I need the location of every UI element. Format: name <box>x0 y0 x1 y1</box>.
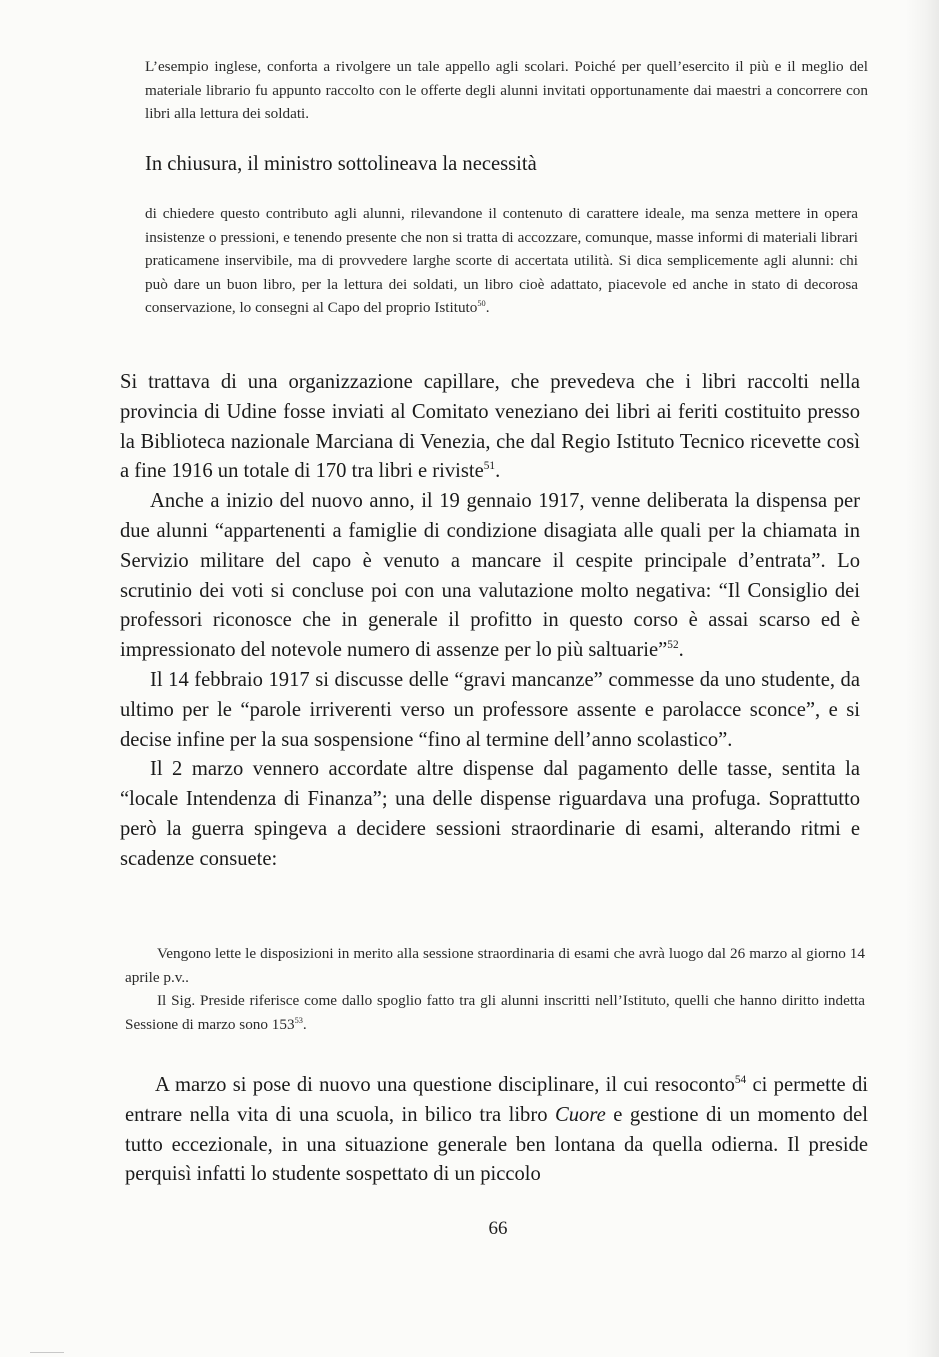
footnote-ref-50[interactable]: 50 <box>477 299 486 309</box>
paragraph-4-text: Il 2 marzo vennero accordate altre dispense dal pagamento delle tasse, sentita la “locale Intendenza di Finanza”; una delle dispense riguardava una profuga. Soprattutto però la guerra spingeva a decidere sessioni straordinarie di esami, alterando ritmi e scadenze consuete: <box>120 758 860 870</box>
quote-2-end: . <box>485 299 490 317</box>
paragraph-2-text: Anche a inizio del nuovo anno, il 19 gennaio 1917, venne deliberata la dispensa per due alunni “appartenenti a famiglie di condizione disagiata alle quali per la chiamata in Servizio militare del capo è venuto a mancare il cespite principale d’entrata”. Lo scrutinio dei voti si concluse poi con una valutazione molto negativa: “Il Consiglio dei professori riconosce che in generale il profitto in questo corso è assai scarso ed è impressionato del notevole numero di assenze per lo più saltuarie” <box>120 490 860 662</box>
scan-mark <box>30 1352 64 1353</box>
quote-2-text: di chiedere questo contributo agli alunni, rilevandone il contenuto di carattere ideale, ma senza mettere in opera insistenze o pressioni, e tenendo presente che non si tratta di accozzare, comunque, masse informi di materiali librari praticamene inservibile, ma di provvedere larghe scorte di accertata utilità. Si dica semplicemente agli alunni: chi può dare un buon libro, per la lettura dei soldati, un libro cioè adattato, piacevole ed anche in stato di decorosa conservazione, lo consegni al Capo del proprio Istituto <box>145 205 858 317</box>
lead-paragraph <box>145 150 868 178</box>
paragraph-2-end: . <box>678 639 684 662</box>
paragraph-5-middle: ci permette di entrare nella vita di una scuola, in bilico tra libro <box>125 1074 868 1126</box>
paragraph-2 <box>120 487 860 666</box>
paragraph-5-start: A marzo si pose di nuovo una questione disciplinare, il cui resoconto <box>155 1074 735 1096</box>
block-quote-3 <box>125 942 865 1036</box>
block-quote-1 <box>145 55 868 126</box>
body-section-a <box>120 368 860 875</box>
footnote-ref-52[interactable]: 52 <box>667 639 679 652</box>
paragraph-5 <box>125 1071 868 1190</box>
paragraph-1-end: . <box>495 460 501 483</box>
body-section-b <box>125 1071 868 1190</box>
paragraph-1 <box>120 368 860 487</box>
quote-3-line-2 <box>125 989 865 1036</box>
quote-3-line-2-text: Il Sig. Preside riferisce come dallo spoglio fatto tra gli alunni inscritti nell’Istituto, quelli che hanno diritto indetta Sessione di marzo sono 153 <box>125 992 865 1033</box>
page-number: 66 <box>488 1218 508 1239</box>
footnote-ref-53[interactable]: 53 <box>294 1015 303 1025</box>
paragraph-3-text: Il 14 febbraio 1917 si discusse delle “gravi mancanze” commesse da uno studente, da ultimo per le “parole irriverenti verso un professore assente e parolacce sconce”, e si decise infine per la sua sospensione “fino al termine dell’anno scolastico”. <box>120 668 860 751</box>
footnote-ref-54[interactable]: 54 <box>734 1074 747 1087</box>
page-edge-shadow <box>905 0 939 1357</box>
paragraph-3 <box>120 666 860 755</box>
lead-paragraph-text: In chiusura, il ministro sottolineava la necessità <box>145 153 537 175</box>
paragraph-5-end: e gestione di un momento del tutto eccezionale, in una situazione generale ben lontana da quella odierna. Il preside perquisì infatti lo studente sospettato di un piccolo <box>125 1103 868 1186</box>
quote-2-paragraph <box>145 202 858 320</box>
book-title-cuore: Cuore <box>554 1103 606 1126</box>
quote-3-end: . <box>302 1015 307 1033</box>
block-quote-2 <box>145 202 858 320</box>
paragraph-1-text: Si trattava di una organizzazione capillare, che prevedeva che i libri raccolti nella provincia di Udine fosse inviati al Comitato veneziano dei libri ai feriti costituito presso la Biblioteca nazionale Marciana di Venezia, che dal Regio Istituto Tecnico ricevette così a fine 1916 un totale di 170 tra libri e riviste <box>120 371 860 483</box>
footnote-ref-51[interactable]: 51 <box>483 460 496 473</box>
quote-1-text: L’esempio inglese, conforta a rivolgere un tale appello agli scolari. Poiché per quell’esercito il più e il meglio del materiale librario fu appunto raccolto con le offerte degli alunni invitati opportunamente dai maestri a concorrere con libri alla lettura dei soldati. <box>145 58 868 123</box>
quote-3-line-1: Vengono lette le disposizioni in merito alla sessione straordinaria di esami che avrà luogo dal 26 marzo al giorno 14 aprile p.v.. <box>125 945 865 986</box>
paragraph-4 <box>120 755 860 874</box>
